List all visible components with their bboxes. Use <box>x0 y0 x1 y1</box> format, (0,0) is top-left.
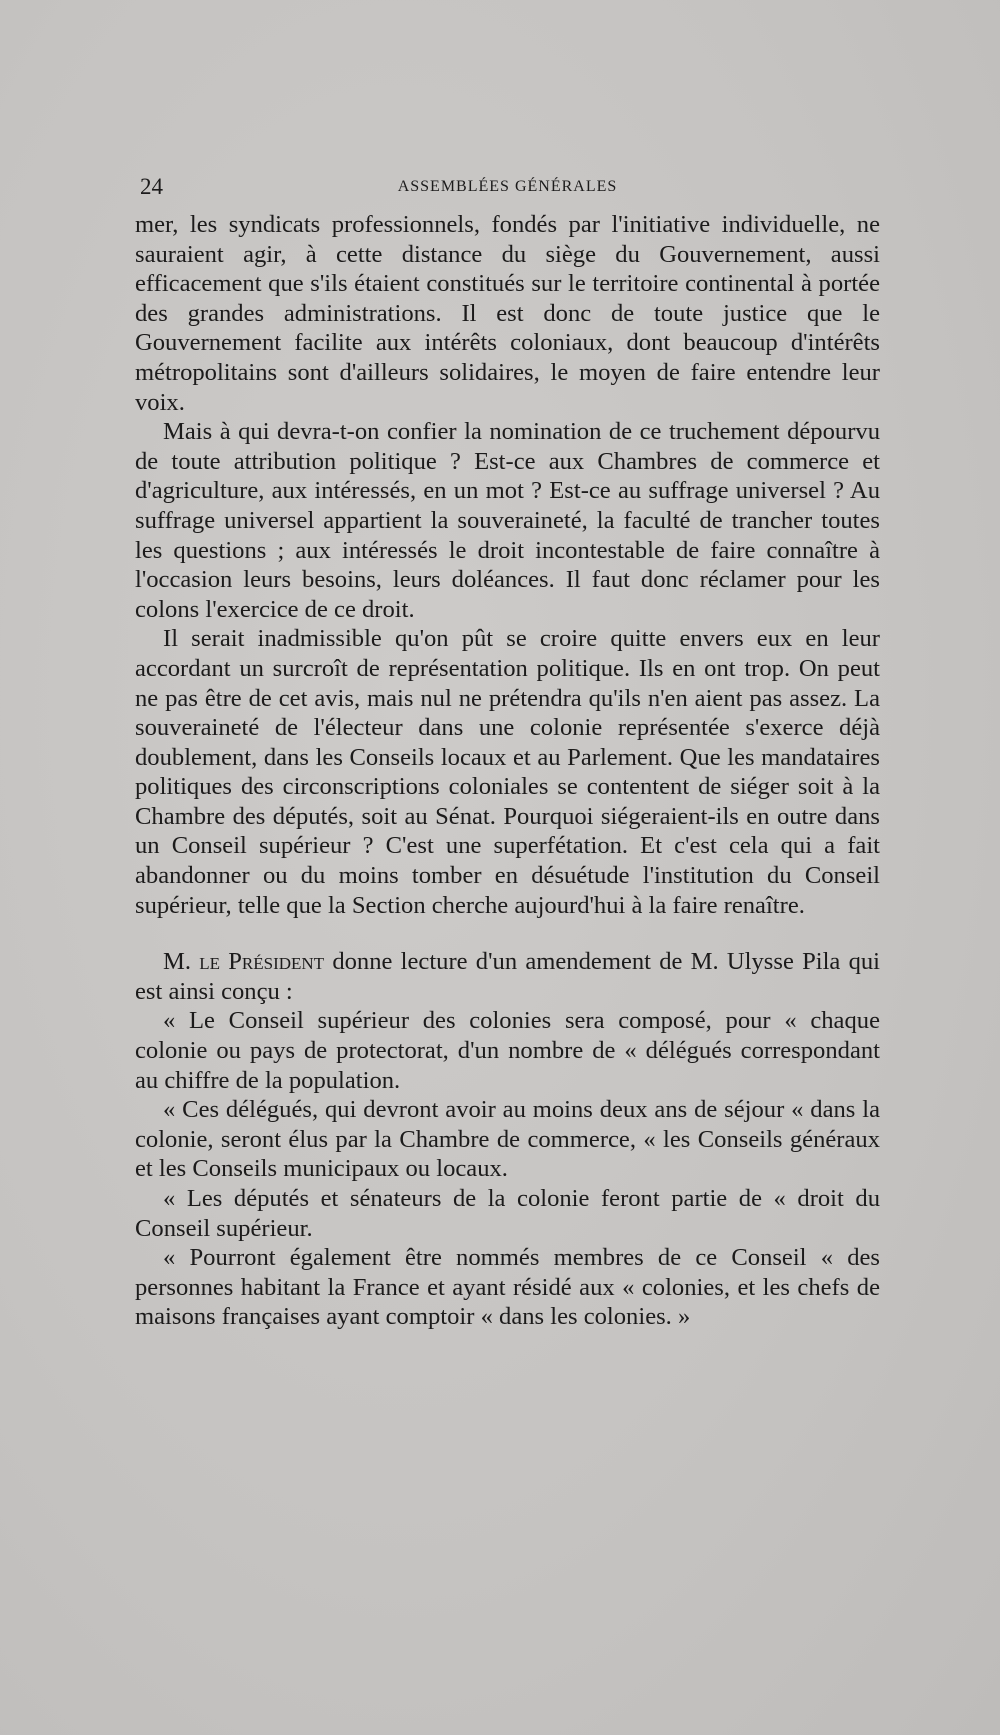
running-head: ASSEMBLÉES GÉNÉRALES <box>397 178 618 195</box>
amendment-paragraph-4: « Pourront également être nommés membres de ce Conseil « des personnes habitant la France et ayant résidé aux « colonies, et les chefs de maisons françaises ayant comptoir « dans les colonies. » <box>135 1244 880 1331</box>
amendment-paragraph-2: « Ces délégués, qui devront avoir au moins deux ans de séjour « dans la colonie, seront élus par la Chambre de commerce, « les Conseils généraux et les Conseils municipaux ou locaux. <box>135 1096 880 1183</box>
amendment-paragraph-1: « Le Conseil supérieur des colonies sera composé, pour « chaque colonie ou pays de protectorat, d'un nombre de « délégués correspondant au chiffre de la population. <box>135 1007 880 1094</box>
speaker-name: M. le Président <box>163 948 325 976</box>
amendment-paragraph-3: « Les députés et sénateurs de la colonie feront partie de « droit du Conseil supérieur. <box>135 1185 880 1242</box>
body-text <box>135 210 880 1332</box>
paragraph-2: Mais à qui devra-t-on confier la nomination de ce truchement dépourvu de toute attribution politique ? Est-ce aux Chambres de commerce et d'agriculture, aux intéressés, en un mot ? Est-ce au suffrage universel ? Au suffrage universel appartient la souveraineté, la faculté de trancher toutes les questions ; aux intéressés le droit incontestable de faire connaître à l'occasion leurs besoins, leurs doléances. Il faut donc réclamer pour les colons l'exercice de ce droit. <box>135 418 880 623</box>
page-header <box>135 172 880 202</box>
paragraph-1: mer, les syndicats professionnels, fondés par l'initiative individuelle, ne sauraient agir, à cette distance du siège du Gouvernement, aussi efficacement que s'ils étaient constitués sur le territoire continental à portée des grandes administrations. Il est donc de toute justice que le Gouvernement facilite aux intérêts coloniaux, dont beaucoup d'intérêts métropolitains sont d'ailleurs solidaires, le moyen de faire entendre leur voix. <box>135 211 880 416</box>
paragraph-3: Il serait inadmissible qu'on pût se croire quitte envers eux en leur accordant un surcroît de représentation politique. Ils en ont trop. On peut ne pas être de cet avis, mais nul ne prétendra qu'ils n'en aient pas assez. La souveraineté de l'électeur dans une colonie représentée s'exerce déjà doublement, dans les Conseils locaux et au Parlement. Que les mandataires politiques des circonscriptions coloniales se contentent de siéger soit à la Chambre des députés, soit au Sénat. Pourquoi siégeraient-ils en outre dans un Conseil supérieur ? C'est une superfétation. Et c'est cela qui a fait abandonner ou du moins tomber en désuétude l'institution du Conseil supérieur, telle que la Section cherche aujourd'hui à la faire renaître. <box>135 625 880 919</box>
speaker-paragraph <box>135 947 880 1006</box>
speaker-text: donne lecture d'un amendement de M. Ulysse Pila qui est ainsi conçu : <box>135 948 880 1005</box>
page-number: 24 <box>140 174 163 199</box>
